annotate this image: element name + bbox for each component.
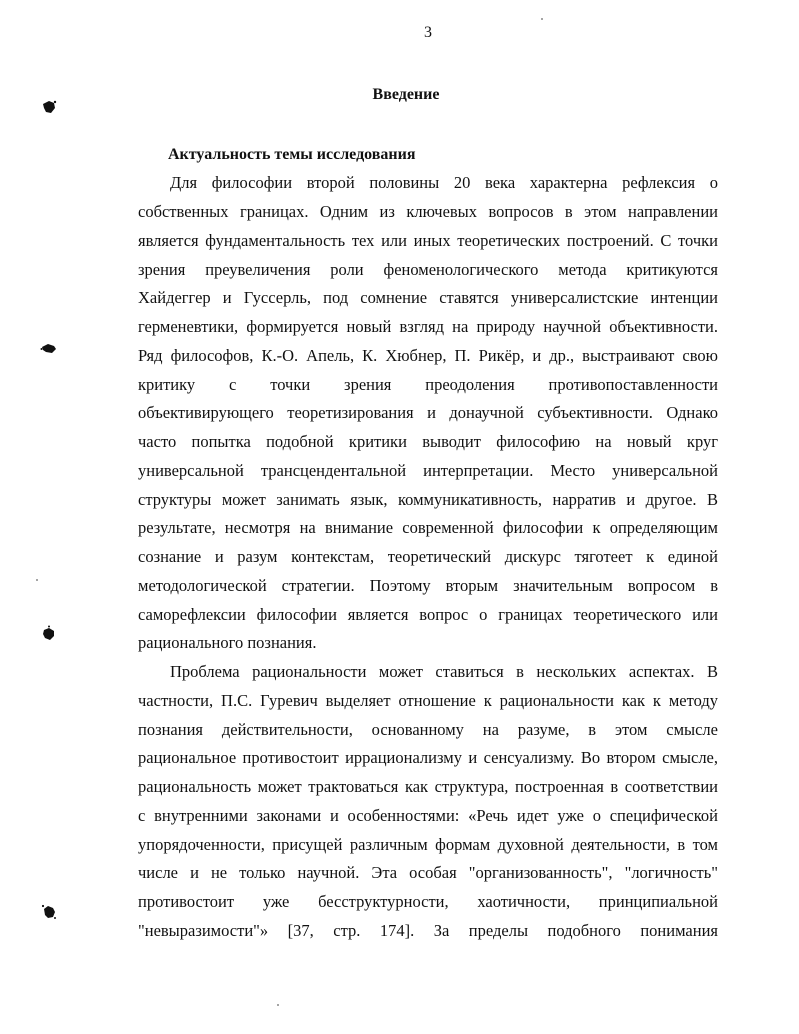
subheading: Актуальность темы исследования: [168, 146, 416, 163]
text-line: Хайдеггер и Гуссерль, под сомнение ставятся универсалистские интенции: [138, 288, 718, 307]
scan-speck: [277, 1004, 279, 1006]
text-line: результате, несмотря на внимание современной философии к определяющим: [138, 518, 718, 537]
punch-mark: [40, 98, 58, 116]
text-line: универсальной трансцендентальной интерпретации. Место универсальной: [138, 461, 718, 480]
text-line: саморефлексии философии является вопрос о границах теоретического или: [138, 605, 718, 624]
punch-mark: [40, 340, 58, 358]
text-line: сознание и разум контекстам, теоретический дискурс тяготеет к единой: [138, 547, 718, 566]
text-line: часто попытка подобной критики выводит философию на новый круг: [138, 432, 718, 451]
punch-mark: [40, 903, 58, 921]
text-line: рациональное противостоит иррационализму и сенсуализму. Во втором смысле,: [138, 748, 718, 767]
text-line: методологической стратегии. Поэтому вторым значительным вопросом в: [138, 576, 718, 595]
text-line: рациональность может трактоваться как структура, построенная в соответствии: [138, 777, 718, 796]
text-line: с внутренними законами и особенностями: «Речь идет уже о специфической: [138, 806, 718, 825]
text-line: противостоит уже бесструктурности, хаотичности, принципиальной: [138, 892, 718, 911]
scan-speck: [541, 18, 543, 20]
text-line: зрения преувеличения роли феноменологического метода критикуются: [138, 260, 718, 279]
section-title: Введение: [372, 86, 440, 103]
text-line: Ряд философов, К.-О. Апель, К. Хюбнер, П. Рикёр, и др., выстраивают свою: [138, 346, 718, 365]
text-line: "невыразимости"» [37, стр. 174]. За пределы подобного понимания: [138, 921, 718, 940]
page-number: 3: [424, 24, 432, 41]
text-line: числе и не только научной. Эта особая "организованность", "логичность": [138, 863, 718, 882]
text-line: объективирующего теоретизирования и донаучной субъективности. Однако: [138, 403, 718, 422]
text-line: познания действительности, основанному на разуме, в этом смысле: [138, 720, 718, 739]
scan-speck: [36, 579, 38, 581]
text-line: Проблема рациональности может ставиться в нескольких аспектах. В: [170, 662, 718, 681]
text-line: собственных границах. Одним из ключевых вопросов в этом направлении: [138, 202, 718, 221]
text-line: структуры может занимать язык, коммуникативность, нарратив и другое. В: [138, 490, 718, 509]
text-line: герменевтики, формируется новый взгляд на природу научной объективности.: [138, 317, 718, 336]
text-line: Для философии второй половины 20 века характерна рефлексия о: [170, 173, 718, 192]
text-line: является фундаментальность тех или иных теоретических построений. С точки: [138, 231, 718, 250]
text-line: рационального познания.: [138, 633, 317, 652]
text-line: частности, П.С. Гуревич выделяет отношение к рациональности как к методу: [138, 691, 718, 710]
punch-mark: [40, 625, 58, 643]
text-line: критику с точки зрения преодоления противопоставленности: [138, 375, 718, 394]
text-line: упорядоченности, присущей различным формам духовной деятельности, в том: [138, 835, 718, 854]
